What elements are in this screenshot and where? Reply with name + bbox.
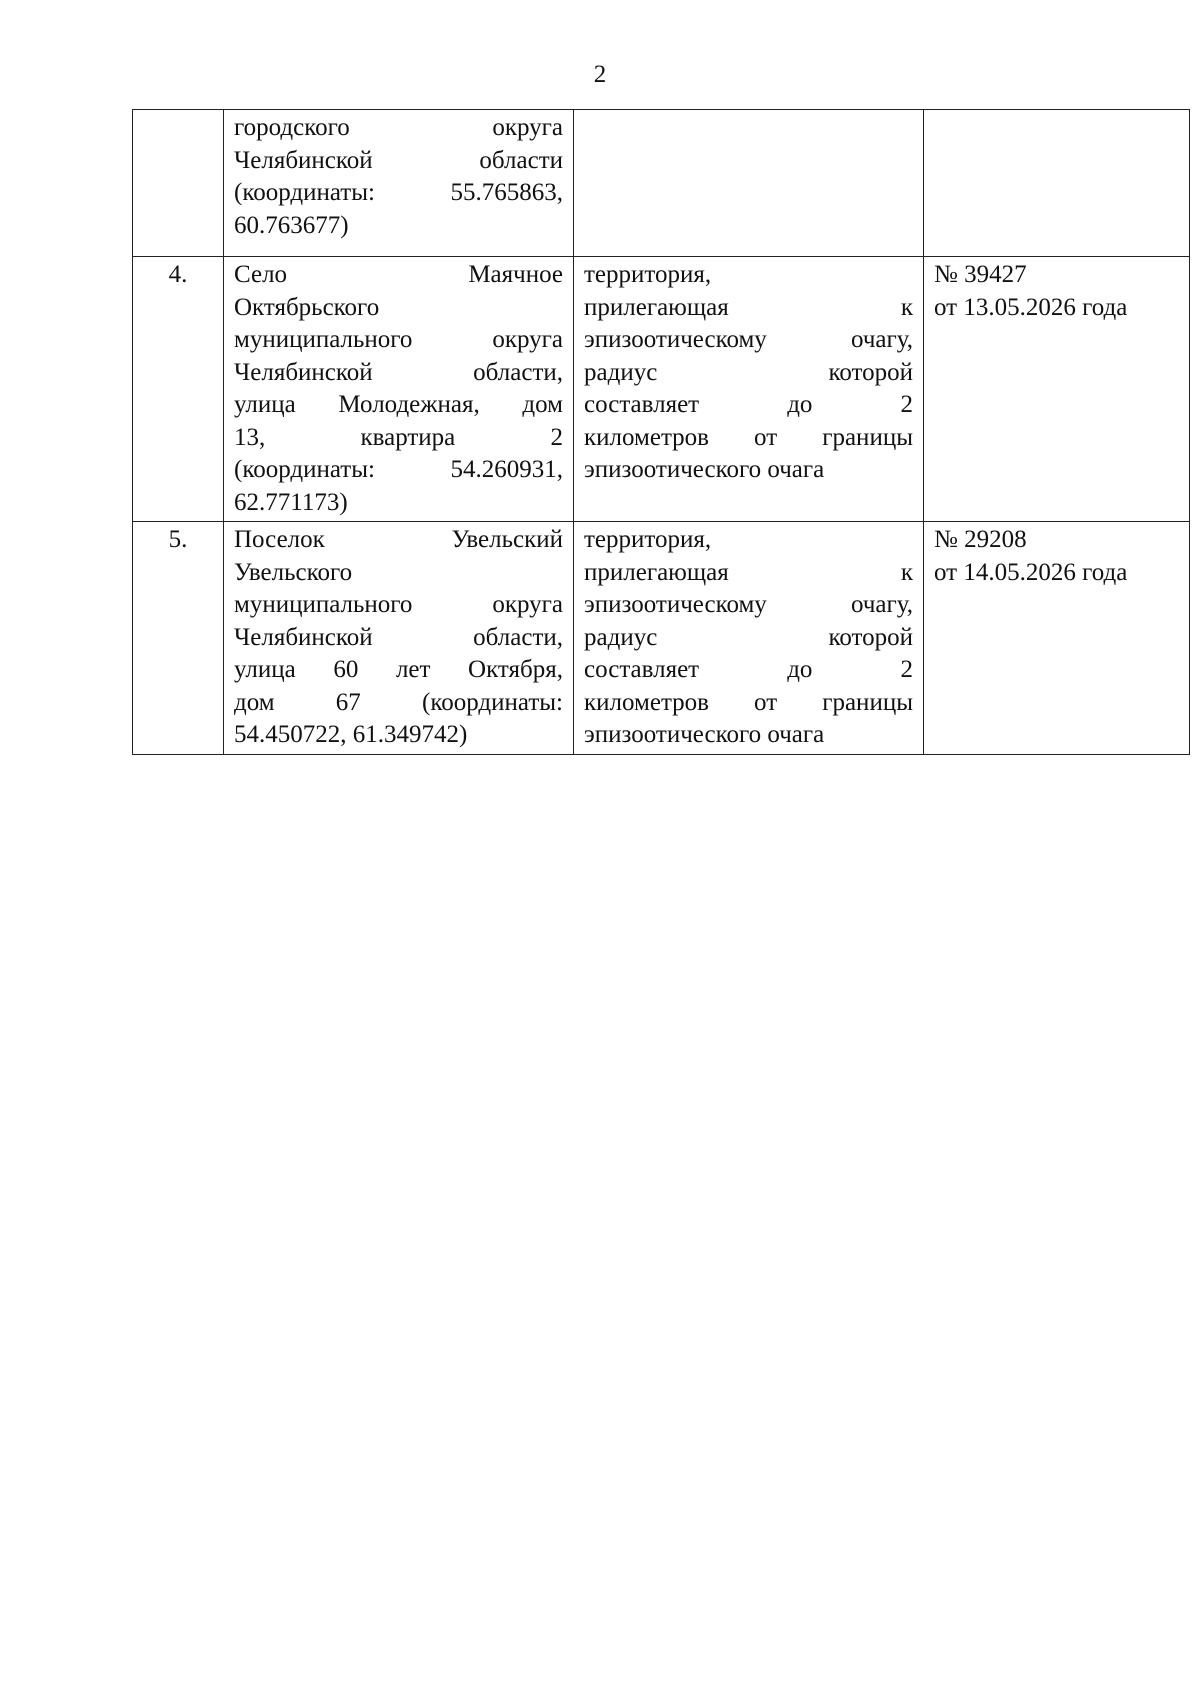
territory-line: радиус которой <box>584 358 913 386</box>
territory-line: составляет до 2 <box>584 656 913 683</box>
document-cell <box>924 522 1190 755</box>
location-line: Челябинской области <box>234 146 563 174</box>
row-number: 5. <box>168 526 188 553</box>
territory-line: территория, <box>584 261 712 288</box>
document-date: от 13.05.2026 года <box>934 293 1128 321</box>
table-row <box>133 522 1190 755</box>
row-number-cell <box>133 522 224 755</box>
document-date: от 14.05.2026 года <box>934 558 1128 586</box>
location-line: 54.450722, 61.349742) <box>234 721 468 748</box>
row-number-cell <box>133 110 224 257</box>
location-line: 62.771173) <box>234 488 348 516</box>
location-line: Поселок Увельский <box>234 526 563 553</box>
territory-line: эпизоотическому очагу, <box>584 326 913 353</box>
territory-line: эпизоотическому очагу, <box>584 591 913 618</box>
territory-line: прилегающая к <box>584 293 913 321</box>
document-number: № 39427 <box>934 261 1027 288</box>
outbreak-table <box>132 109 1190 755</box>
location-line: 13, квартира 2 <box>234 423 563 451</box>
row-number-cell <box>133 257 224 522</box>
document-cell <box>924 257 1190 522</box>
location-line: (координаты: 54.260931, <box>234 456 563 483</box>
document-cell <box>924 110 1190 257</box>
table-row <box>133 257 1190 522</box>
location-line: муниципального округа <box>234 326 563 353</box>
location-line: городского округа <box>234 114 563 141</box>
location-line: улица Молодежная, дом <box>234 391 563 418</box>
location-line: Октябрьского <box>234 293 380 321</box>
location-line: Увельского <box>234 558 353 586</box>
territory-line: прилегающая к <box>584 558 913 586</box>
location-cell <box>224 257 574 522</box>
table-row <box>133 110 1190 257</box>
page-number: 2 <box>593 61 607 88</box>
territory-line: составляет до 2 <box>584 391 913 418</box>
location-line: улица 60 лет Октября, <box>234 656 563 683</box>
location-line: дом 67 (координаты: <box>234 688 563 716</box>
location-cell <box>224 522 574 755</box>
location-line: муниципального округа <box>234 591 563 618</box>
territory-line: километров от границы <box>584 423 913 451</box>
location-line: Челябинской области, <box>234 623 563 651</box>
territory-cell <box>574 257 924 522</box>
location-cell <box>224 110 574 257</box>
territory-line: эпизоотического очага <box>584 456 825 483</box>
territory-cell <box>574 110 924 257</box>
territory-line: эпизоотического очага <box>584 721 825 748</box>
location-line: Село Маячное <box>234 261 563 288</box>
location-line: Челябинской области, <box>234 358 563 386</box>
location-line: (координаты: 55.765863, <box>234 179 563 206</box>
territory-cell <box>574 522 924 755</box>
row-number: 4. <box>168 261 188 288</box>
territory-line: территория, <box>584 526 712 553</box>
document-number: № 29208 <box>934 526 1027 553</box>
territory-line: километров от границы <box>584 688 913 716</box>
territory-line: радиус которой <box>584 623 913 651</box>
location-line: 60.763677) <box>234 211 349 239</box>
